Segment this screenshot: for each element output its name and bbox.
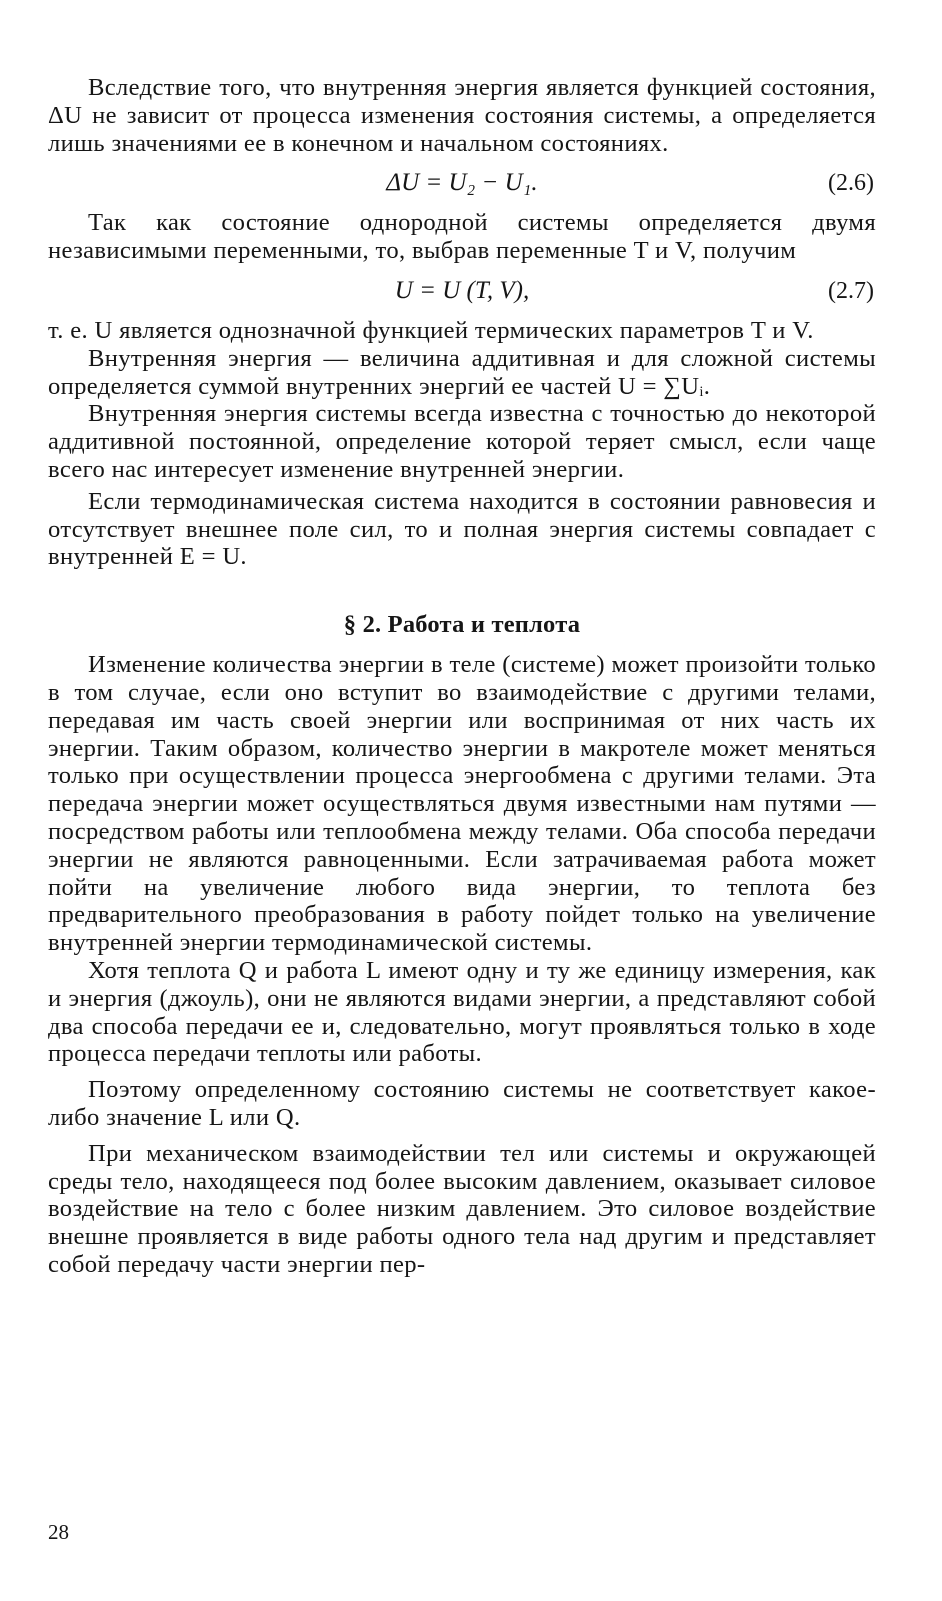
equation-2-7-formula: U = U (T, V),	[394, 276, 530, 304]
paragraph-additive-energy: Внутренняя энергия — величина аддитивная и для сложной системы определяется суммой внутренних энергий ее частей U = ∑Uᵢ.	[48, 344, 876, 400]
paragraph-additive-constant: Внутренняя энергия системы всегда известна с точностью до некоторой аддитивной постоянной, определение которой теряет смысл, если чаще всего нас интересует изменение внутренней энергии.	[48, 400, 876, 483]
equation-2-7-number: (2.7)	[828, 277, 874, 304]
paragraph-heat-and-work: Хотя теплота Q и работа L имеют одну и ту же единицу измерения, как и энергия (джоуль), они не являются видами энергии, а представляют собой два способа передачи ее и, следовательно, могут проявляться только в ходе процесса передачи теплоты или работы.	[48, 956, 876, 1068]
paragraph-state-function: Вследствие того, что внутренняя энергия является функцией состояния, ΔU не зависит от процесса изменения состояния системы, а определяется лишь значениями ее в конечном и начальном состояниях.	[48, 74, 876, 157]
paragraph-mechanical-interaction: При механическом взаимодействии тел или системы и окружающей среды тело, находящееся под более высоким давлением, оказывает силовое воздействие на тело с более низким давлением. Это силовое воздействие внешне проявляется в виде работы одного тела над другим и представляет собой передачу части энергии пер-	[48, 1139, 876, 1278]
equation-2-6-formula: ΔU = U₂ − U₁.	[386, 169, 538, 197]
book-page	[48, 74, 876, 1279]
equation-2-6-number: (2.6)	[828, 170, 874, 197]
paragraph-independent-variables: Так как состояние однородной системы определяется двумя независимыми переменными, то, выбрав переменные T и V, получим	[48, 209, 876, 265]
paragraph-total-energy: Если термодинамическая система находится в состоянии равновесия и отсутствует внешнее поле сил, то и полная энергия системы совпадает с внутренней E = U.	[48, 487, 876, 571]
equation-2-7	[48, 271, 876, 311]
equation-2-6	[48, 163, 876, 203]
page-number: 28	[48, 1520, 69, 1544]
paragraph-energy-exchange: Изменение количества энергии в теле (системе) может произойти только в том случае, если оно вступит во взаимодействие с другими телами, передавая им часть своей энергии или воспринимая от них часть их энергии. Таким образом, количество энергии в макротеле может меняться только при осуществлении процесса энергообмена с другими телами. Эта передача энергии может осуществляться двумя известными нам путями — посредством работы или теплообмена между телами. Оба способа передачи энергии не являются равноценными. Если затрачиваемая работа может пойти на увеличение любого вида энергии, то теплота без предварительного преобразования в работу пойдет только на увеличение внутренней энергии термодинамической системы.	[48, 651, 876, 957]
section-heading: § 2. Работа и теплота	[343, 611, 581, 639]
paragraph-unique-function: т. е. U является однозначной функцией термических параметров T и V.	[48, 316, 814, 344]
paragraph-no-value: Поэтому определенному состоянию системы не соответствует какое-либо значение L или Q.	[48, 1076, 876, 1131]
